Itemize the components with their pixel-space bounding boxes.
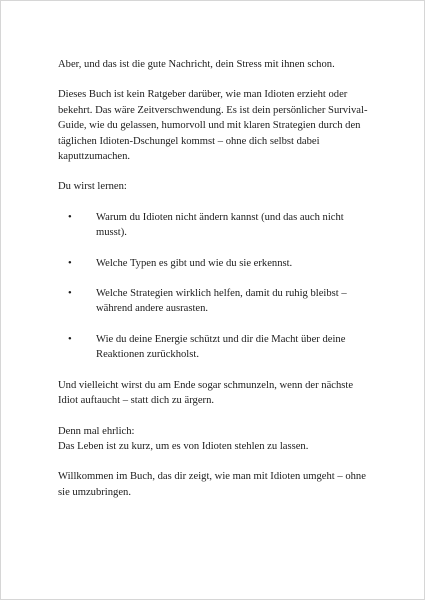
list-item: [58, 286, 368, 317]
bullet-list: [58, 210, 368, 363]
bullet-icon: •: [68, 333, 72, 345]
bullet-icon: •: [68, 257, 72, 269]
list-item-text: Wie du deine Energie schützt und dir die Macht über deine Reaktionen zurückholst.: [96, 333, 346, 361]
page-text: [58, 57, 368, 515]
list-item-text: Warum du Idioten nicht ändern kannst (und das auch nicht musst).: [96, 211, 344, 239]
list-item: [58, 332, 368, 363]
paragraph-closing: [58, 424, 368, 455]
paragraph-list-lead: Du wirst lernen:: [58, 181, 127, 193]
list-item: [58, 210, 368, 241]
bullet-icon: •: [68, 288, 72, 300]
bullet-icon: •: [68, 211, 72, 223]
closing-line: Das Leben ist zu kurz, um es von Idioten stehlen zu lassen.: [58, 440, 309, 452]
paragraph-welcome: Willkommen im Buch, das dir zeigt, wie man mit Idioten umgeht – ohne sie umzubringen.: [58, 471, 366, 498]
list-item-text: Welche Typen es gibt und wie du sie erkennst.: [96, 257, 293, 269]
paragraph-book-purpose: Dieses Buch ist kein Ratgeber darüber, wie man Idioten erzieht oder bekehrt. Das wäre Zeitverschwendung. Es ist dein persönlicher Survival-Guide, wie du gelassen, humorvoll und mit klaren Strategien durch den täglichen Idioten-Dschungel kommst – ohne dich selbst dabei kaputtzumachen.: [58, 89, 368, 163]
list-item: [58, 256, 368, 271]
paragraph-after-list: Und vielleicht wirst du am Ende sogar schmunzeln, wenn der nächste Idiot auftaucht – statt dich zu ärgern.: [58, 379, 354, 407]
closing-line: Denn mal ehrlich:: [58, 425, 135, 437]
paragraph-intro: Aber, und das ist die gute Nachricht, dein Stress mit ihnen schon.: [58, 59, 335, 70]
list-item-text: Welche Strategien wirklich helfen, damit du ruhig bleibst – während andere ausrasten.: [96, 288, 347, 315]
